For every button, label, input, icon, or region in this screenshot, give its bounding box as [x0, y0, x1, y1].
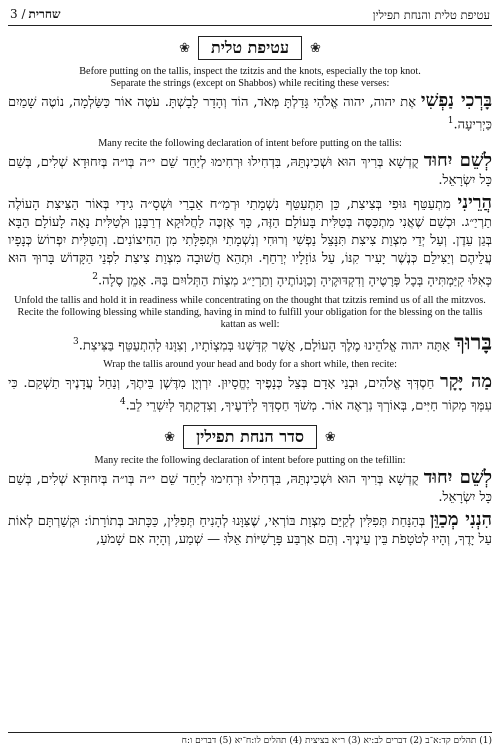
- footnote-marker: 3: [72, 336, 79, 347]
- prayer-text: קֻדְשָׁא בְּרִיךְ הוּא וּשְׁכִינְתֵּהּ, בִּדְחִילוּ וּרְחִימוּ לְיַחֵד שֵׁם י״ה בְּו״ה בְּיִחוּדָא שְׁלִים, בְּשֵׁם כָּל יִשְׂרָאֵל.: [8, 472, 492, 506]
- instruction: Many recite the following declaration of intent before putting on the tefillin:: [94, 455, 406, 467]
- ornament-icon: ❀: [310, 40, 321, 56]
- page-number: 3 /: [10, 7, 26, 21]
- instruction: Separate the strings (except on Shabbos) while reciting these verses:: [110, 78, 390, 89]
- mah-yakar: [8, 370, 493, 415]
- lead-word: הִנְנִי מְכַוֵּן: [429, 509, 493, 531]
- footnote-marker: 1: [447, 116, 454, 126]
- section-name: שחרית: [28, 7, 61, 21]
- lead-word: בָּרְכִי נַפְשִׁי: [420, 90, 492, 111]
- psalm-verse: [8, 92, 492, 134]
- ornament-icon: ❀: [164, 429, 176, 445]
- section-title-tefillin: [8, 424, 492, 450]
- blessing-text: אַתָּה יהוה אֱלֹהֵינוּ מֶלֶךְ הָעוֹלָם, אֲשֶׁר קִדְּשָׁנוּ בְּמִצְוֹתָיו, וְצִוָּנוּ לְהִתְעַטֵּף בַּצִּיצִת.: [78, 337, 450, 353]
- lead-word: בָּרוּךְ: [454, 328, 492, 355]
- running-title: עטיפת טלית והנחת תפילין: [372, 8, 490, 22]
- ornament-icon: ❀: [324, 429, 336, 445]
- hareini-paragraph: [8, 194, 492, 290]
- instruction: Wrap the tallis around your head and body for a short while, then recite:: [103, 358, 397, 370]
- lead-word: הֲרֵינִי: [457, 192, 492, 214]
- lead-word: מַה יָּקָר: [439, 370, 493, 392]
- leshem-yichud: [8, 469, 492, 507]
- running-header: [8, 0, 492, 26]
- verse-text: חַסְדְּךָ אֱלֹהִים, וּבְנֵי אָדָם בְּצֵל כְּנָפֶיךָ יֶחֱסָיוּן. יִרְוְיֻן מִדֶּשֶׁן בֵּיתֶךָ, וְנַחַל עֲדָנֶיךָ תַשְׁקֵם. כִּי עִמְּךָ מְקוֹר חַיִּים, בְּאוֹרְךָ נִרְאֶה אוֹר. מְשֹׁךְ חַסְדְּךָ לְיֹדְעֶיךָ, וְצִדְקָתְךָ לְיִשְׁרֵי לֵב.: [8, 375, 492, 414]
- instruction: Unfold the tallis and hold it in readiness while concentrating on the thought that tzitzis remind us of all the mitzvos. Recite the following blessing while standing, having in mind to fulfill your obligation for the blessing on the tallis kattan as well:: [14, 294, 486, 330]
- page-number-section: [10, 7, 60, 22]
- section-heading: סדר הנחת תפילין: [183, 425, 317, 449]
- section-heading: עטיפת טלית: [198, 36, 302, 60]
- footnote-marker: 4: [119, 396, 126, 407]
- section-title-tallis: [8, 35, 492, 61]
- lead-word: לְשֵׁם יִחוּד: [423, 467, 492, 489]
- lead-word: לְשֵׁם יִחוּד: [423, 150, 492, 172]
- footnote-marker: 2: [92, 272, 98, 283]
- footnotes: (1) תהלים קד:א־ב (2) דברים לב:יא (3) ר״א בציצית (4) תהלים לו:ח־יא (5) דברים ו:ח: [8, 732, 492, 746]
- blessing: [8, 328, 492, 355]
- instruction: Many recite the following declaration of intent before putting on the tallis:: [98, 138, 402, 150]
- prayer-text: בְּהַנָּחַת תְּפִלִּין לְקַיֵּם מִצְוַת בּוֹרְאִי, שֶׁצִּוָּנוּ לְהָנִיחַ תְּפִלִּין, כַּכָּתוּב בְּתוֹרָתוֹ: וּקְשַׁרְתָּם לְאוֹת עַל יָדֶךָ, וְהָיוּ לְטֹטָפֹת בֵּין עֵינֶיךָ. וְהֵם אַרְבַּע פָּרָשִׁיּוֹת אֵלּוּ — שְׁמַע, וְהָיָה אִם שָׁמֹעַ,: [8, 514, 492, 548]
- hineni-paragraph: [8, 511, 492, 549]
- prayer-text: מִתְעַטֵּף גּוּפִי בְּצִיצִת, כֵּן תִּתְעַטֵּף נִשְׁמָתִי וּרְמַ״ח אֵבָרַי וּשְׁסָ״ה גִידַי בְּאוֹר הַצִּיצִת הָעוֹלֶה תַרְיַ״ג. וּכְשֵׁם שֶׁאֲנִי מִתְכַּסֶּה בְּטַלִּית בָּעוֹלָם הַזֶּה, כָּךְ אֶזְכֶּה לַחֲלוּקָא דְרַבָּנָן וּלְטַלִּית נָאָה לָעוֹלָם הַבָּא בְּגַן עֵדֶן. וְעַל יְדֵי מִצְוַת צִיצִת תִּנָּצֵל נַפְשִׁי וְרוּחִי וְנִשְׁמָתִי וּתְפִלָּתִי מִן הַחִיצוֹנִים. וְהַטַּלִּית יִפְרוֹשׂ כְּנָפָיו עֲלֵיהֶם וְיַצִּילֵם כְּנֶשֶׁר יָעִיר קִנּוֹ, עַל גּוֹזָלָיו יְרַחֵף. וּתְהֵא חֲשׁוּבָה מִצְוַת צִיצִת לִפְנֵי הַקָּדוֹשׁ בָּרוּךְ הוּא כְּאִלּוּ קִיַּמְתִּיהָ בְּכָל פְּרָטֶיהָ וְדִקְדּוּקֶיהָ וְכַוָּנוֹתֶיהָ וְתַרְיַ״ג מִצְוֹת הַתְּלוּיִם בָּהּ. אָמֵן סֶלָה.: [8, 197, 492, 289]
- prayer-text: קֻדְשָׁא בְּרִיךְ הוּא וּשְׁכִינְתֵּהּ, בִּדְחִילוּ וּרְחִימוּ לְיַחֵד שֵׁם י״ה בְּו״ה בְּיִחוּדָא שְׁלִים, בְּשֵׁם כָּל יִשְׂרָאֵל.: [8, 155, 492, 189]
- ornament-icon: ❀: [179, 40, 190, 56]
- instruction: Before putting on the tallis, inspect the tzitzis and the knots, especially the top knot.: [79, 66, 421, 77]
- verse-text: אֶת יהוה, יהוה אֱלֹהַי גָּדַלְתָּ מְּאֹד, הוֹד וְהָדָר לָבָשְׁתָּ. עֹטֶה אוֹר כַּשַּׂלְמָה, נוֹטֶה שָׁמַיִם כַּיְרִיעָה.: [8, 95, 492, 133]
- leshem-yichud: [8, 152, 492, 190]
